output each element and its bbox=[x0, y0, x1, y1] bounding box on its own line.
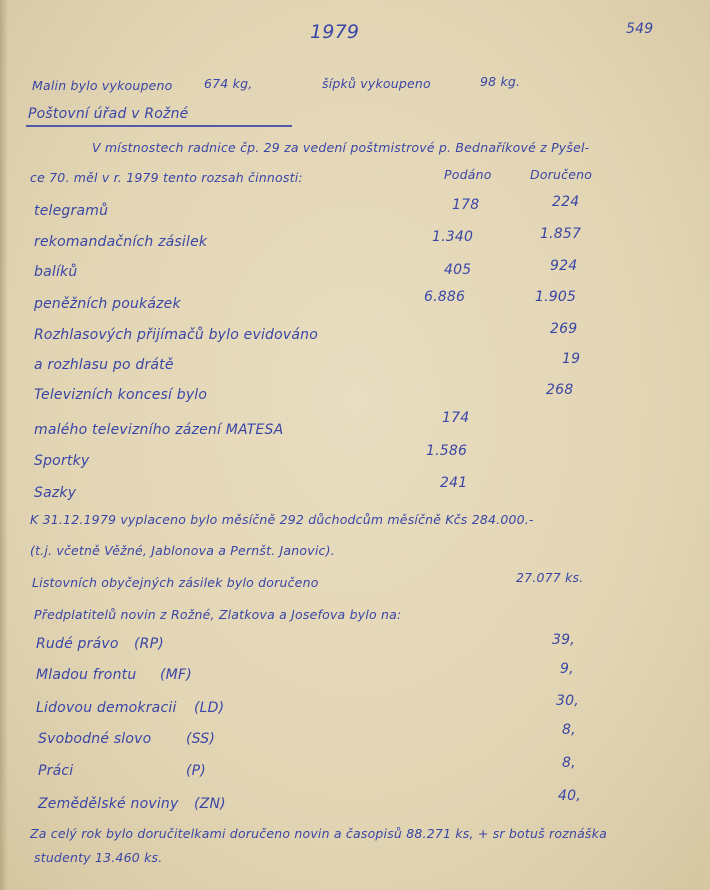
row-label: telegramů bbox=[34, 203, 109, 219]
row-sent: 1.586 bbox=[426, 443, 468, 459]
footer-line-2: studenty 13.460 ks. bbox=[34, 850, 163, 865]
raspberries-amount: 674 kg, bbox=[204, 76, 253, 91]
letters-amount: 27.077 ks. bbox=[516, 570, 584, 585]
footer-line-1: Za celý rok bylo doručitelkami doručeno novin a časopisů 88.271 ks, + sr botuš roznáška bbox=[30, 826, 607, 841]
row-delivered: 19 bbox=[562, 351, 581, 367]
newspaper-name: Lidovou demokracii bbox=[36, 700, 177, 716]
row-label: Televizních koncesí bylo bbox=[34, 387, 208, 403]
pensions-line-1: K 31.12.1979 vyplaceno bylo měsíčně 292 důchodcům měsíčně Kčs 284.000.- bbox=[30, 512, 534, 527]
row-label: Sazky bbox=[34, 485, 77, 501]
row-sent: 174 bbox=[442, 410, 470, 426]
row-sent: 405 bbox=[444, 262, 472, 278]
raspberries-label: Malin bylo vykoupeno bbox=[32, 78, 173, 93]
newspaper-abbr: (P) bbox=[186, 763, 206, 779]
year-heading: 1979 bbox=[310, 21, 360, 43]
row-label: rekomandačních zásilek bbox=[34, 234, 208, 250]
newspaper-abbr: (SS) bbox=[186, 731, 215, 747]
newspaper-abbr: (LD) bbox=[194, 700, 225, 716]
newspaper-name: Svobodné slovo bbox=[38, 731, 152, 747]
row-delivered: 268 bbox=[546, 382, 574, 398]
rosehips-label: šípků vykoupeno bbox=[322, 76, 431, 91]
pensions-line-2: (t.j. včetně Věžné, Jablonova a Pernšt. Janovic). bbox=[30, 543, 335, 558]
row-sent: 1.340 bbox=[432, 229, 474, 245]
intro-line-1: V místnostech radnice čp. 29 za vedení poštmistrové p. Bednaříkové z Pyšel- bbox=[92, 140, 590, 155]
rosehips-amount: 98 kg. bbox=[480, 74, 521, 89]
subscriptions-intro: Předplatitelů novin z Rožné, Zlatkova a Josefova bylo na: bbox=[34, 607, 402, 622]
newspaper-name: Práci bbox=[38, 763, 74, 779]
newspaper-abbr: (MF) bbox=[160, 667, 192, 683]
row-label: Rozhlasových přijímačů bylo evidováno bbox=[34, 327, 319, 343]
intro-line-2: ce 70. měl v r. 1979 tento rozsah činnosti: bbox=[30, 170, 303, 185]
newspaper-name: Rudé právo bbox=[36, 636, 119, 652]
letters-label: Listovních obyčejných zásilek bylo doručeno bbox=[32, 575, 319, 590]
newspaper-abbr: (ZN) bbox=[194, 796, 226, 812]
newspaper-count: 39, bbox=[552, 632, 575, 648]
row-delivered: 224 bbox=[552, 194, 580, 210]
newspaper-count: 40, bbox=[558, 788, 581, 804]
row-delivered: 1.905 bbox=[535, 289, 577, 305]
newspaper-name: Zemědělské noviny bbox=[38, 796, 179, 812]
row-sent: 6.886 bbox=[424, 289, 466, 305]
newspaper-name: Mladou frontu bbox=[36, 667, 137, 683]
row-sent: 241 bbox=[440, 475, 468, 491]
row-label: balíků bbox=[34, 264, 78, 280]
row-label: malého televizního zázení MATESA bbox=[34, 422, 284, 438]
newspaper-count: 8, bbox=[562, 722, 576, 738]
newspaper-count: 30, bbox=[556, 693, 579, 709]
newspaper-abbr: (RP) bbox=[134, 636, 164, 652]
row-delivered: 1.857 bbox=[540, 226, 582, 242]
row-sent: 178 bbox=[452, 197, 480, 213]
column-header-delivered: Doručeno bbox=[530, 167, 593, 182]
section-title-underline bbox=[26, 125, 292, 127]
page-number: 549 bbox=[626, 21, 654, 37]
column-header-sent: Podáno bbox=[444, 167, 492, 182]
row-label: peněžních poukázek bbox=[34, 296, 181, 312]
newspaper-count: 9, bbox=[560, 661, 574, 677]
newspaper-count: 8, bbox=[562, 755, 576, 771]
row-delivered: 269 bbox=[550, 321, 578, 337]
row-label: a rozhlasu po drátě bbox=[34, 357, 174, 373]
row-label: Sportky bbox=[34, 453, 90, 469]
row-delivered: 924 bbox=[550, 258, 578, 274]
section-title: Poštovní úřad v Rožné bbox=[28, 106, 189, 122]
